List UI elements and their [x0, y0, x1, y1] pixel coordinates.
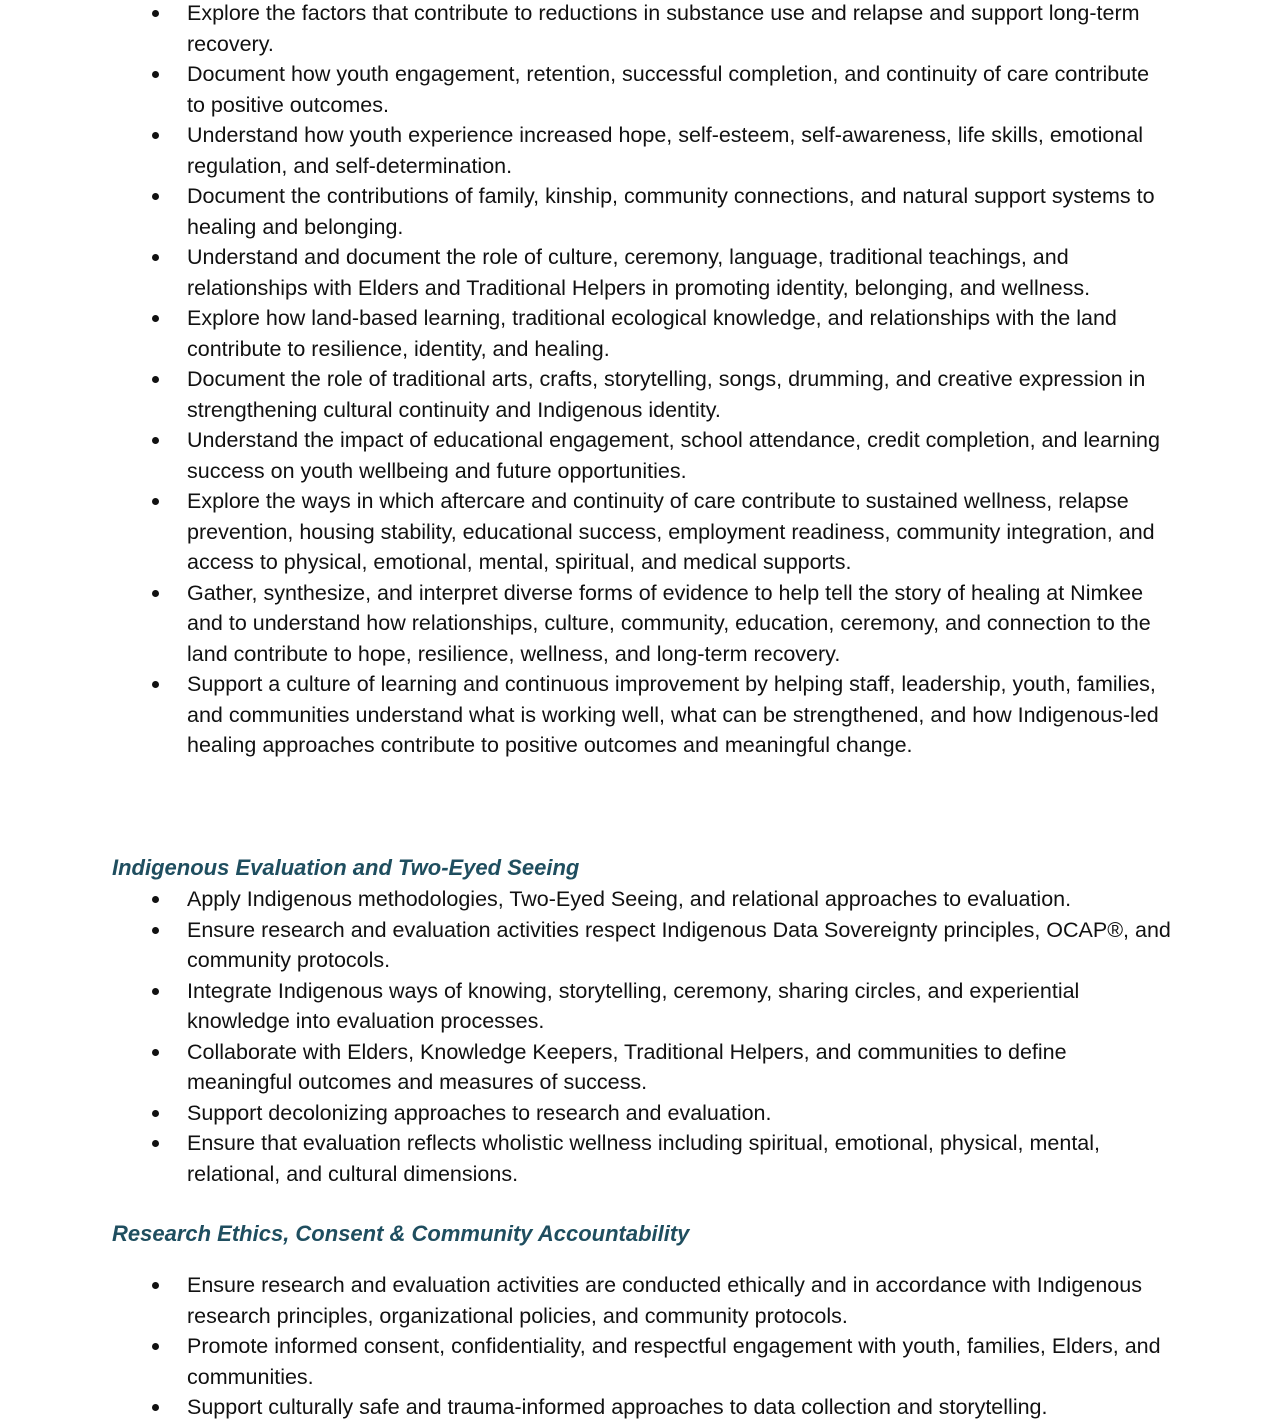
research-ethics-bullet-list — [112, 1270, 1172, 1423]
indigenous-evaluation-section — [112, 884, 1172, 1189]
list-item: Integrate Indigenous ways of knowing, storytelling, ceremony, sharing circles, and experiential knowledge into evaluation processes. — [112, 976, 1172, 1037]
section-heading-indigenous-evaluation: Indigenous Evaluation and Two-Eyed Seeing — [112, 855, 580, 880]
indigenous-evaluation-bullet-list — [112, 884, 1172, 1189]
list-item: Promote informed consent, confidentiality, and respectful engagement with youth, families, Elders, and communities. — [112, 1331, 1172, 1392]
list-item: Collaborate with Elders, Knowledge Keepers, Traditional Helpers, and communities to define meaningful outcomes and measures of success. — [112, 1037, 1172, 1098]
list-item: Ensure research and evaluation activities are conducted ethically and in accordance with Indigenous research principles, organizational policies, and community protocols. — [112, 1270, 1172, 1331]
list-item: Explore the ways in which aftercare and continuity of care contribute to sustained wellness, relapse prevention, housing stability, educational success, employment readiness, community integration, and access to physical, emotional, mental, spiritual, and medical supports. — [112, 486, 1172, 578]
list-item: Understand and document the role of culture, ceremony, language, traditional teachings, and relationships with Elders and Traditional Helpers in promoting identity, belonging, and wellness. — [112, 242, 1172, 303]
list-item: Gather, synthesize, and interpret diverse forms of evidence to help tell the story of healing at Nimkee and to understand how relationships, culture, community, education, ceremony, and connection to the land contribute to hope, resilience, wellness, and long-term recovery. — [112, 578, 1172, 670]
research-ethics-section — [112, 1270, 1172, 1423]
section-heading-research-ethics: Research Ethics, Consent & Community Accountability — [112, 1221, 690, 1246]
objectives-bullet-list — [112, 0, 1172, 761]
list-item: Explore the factors that contribute to reductions in substance use and relapse and support long-term recovery. — [112, 0, 1172, 59]
list-item: Understand the impact of educational engagement, school attendance, credit completion, and learning success on youth wellbeing and future opportunities. — [112, 425, 1172, 486]
list-item: Document the contributions of family, kinship, community connections, and natural support systems to healing and belonging. — [112, 181, 1172, 242]
list-item: Ensure that evaluation reflects wholistic wellness including spiritual, emotional, physical, mental, relational, and cultural dimensions. — [112, 1128, 1172, 1189]
list-item: Ensure research and evaluation activities respect Indigenous Data Sovereignty principles, OCAP®, and community protocols. — [112, 915, 1172, 976]
list-item: Support decolonizing approaches to research and evaluation. — [112, 1098, 1172, 1129]
list-item: Support a culture of learning and continuous improvement by helping staff, leadership, youth, families, and communities understand what is working well, what can be strengthened, and how Indigenous-led healing approaches contribute to positive outcomes and meaningful change. — [112, 669, 1172, 761]
list-item: Document how youth engagement, retention, successful completion, and continuity of care contribute to positive outcomes. — [112, 59, 1172, 120]
list-item: Support culturally safe and trauma-informed approaches to data collection and storytelling. — [112, 1392, 1172, 1423]
list-item: Understand how youth experience increased hope, self-esteem, self-awareness, life skills, emotional regulation, and self-determination. — [112, 120, 1172, 181]
list-item: Document the role of traditional arts, crafts, storytelling, songs, drumming, and creative expression in strengthening cultural continuity and Indigenous identity. — [112, 364, 1172, 425]
objectives-list-section — [112, 0, 1172, 761]
list-item: Apply Indigenous methodologies, Two-Eyed Seeing, and relational approaches to evaluation. — [112, 884, 1172, 915]
list-item: Explore how land-based learning, traditional ecological knowledge, and relationships with the land contribute to resilience, identity, and healing. — [112, 303, 1172, 364]
